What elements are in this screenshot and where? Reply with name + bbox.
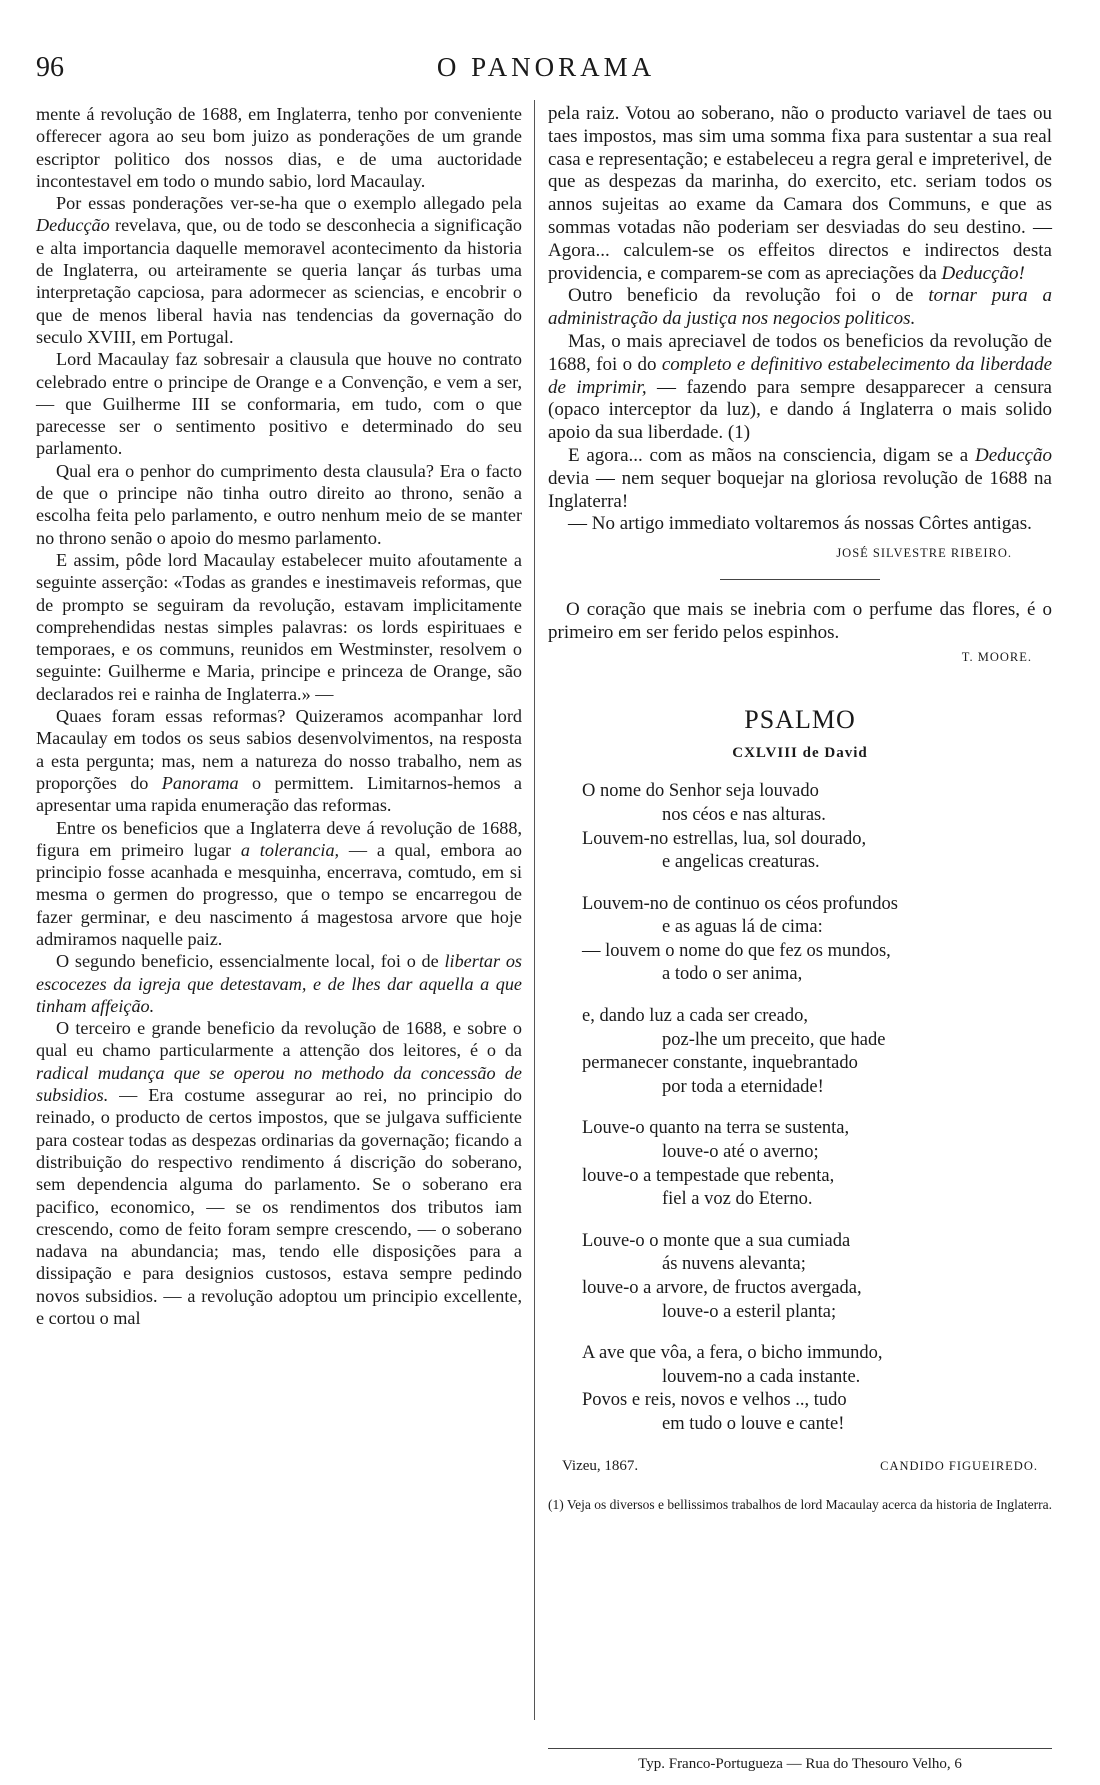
paragraph: Quaes foram essas reformas? Quizeramos acompanhar lord Macaulay em todos os seus sabios desenvolvimentos, na resposta a esta pergunta; mas, nem a natureza do nosso trabalho, nem as proporções do Panorama o permittem. Limitarnos-hemos a apresentar uma rapida enumeração das reformas.: [36, 706, 522, 816]
verse-line: a todo o ser anima,: [662, 964, 803, 985]
verse-line: louve-o a tempestade que rebenta,: [582, 1165, 835, 1186]
page-number: 96: [36, 52, 64, 83]
left-column: [36, 103, 522, 1329]
stanza: [582, 780, 1052, 874]
verse-line: ás nuvens alevanta;: [662, 1254, 806, 1275]
verse-line: Louvem-no de continuo os céos profundos: [582, 893, 898, 914]
verse-line: A ave que vôa, a fera, o bicho immundo,: [582, 1343, 883, 1364]
paragraph: Qual era o penhor do cumprimento desta clausula? Era o facto de que o principe não tinha outro direito ao throno, senão a escolha feita pelo parlamento, e outro nenhum meio de se manter no throno senão o apoio do mesmo parlamento.: [36, 460, 522, 548]
verse-line: Louve-o o monte que a sua cumiada: [582, 1230, 851, 1251]
poem-signature-row: [562, 1455, 1038, 1478]
verse-line: e angelicas creaturas.: [662, 852, 820, 873]
column-divider: [534, 100, 535, 1720]
stanza: [582, 1005, 1052, 1099]
stanza: [582, 1342, 1052, 1436]
verse-line: O nome do Senhor seja louvado: [582, 781, 819, 802]
poem-author: CANDIDO FIGUEIREDO.: [880, 1458, 1038, 1473]
paragraph: O segundo beneficio, essencialmente local, foi o de libertar os escocezes da igreja que detestavam, e de lhes dar aquella a que tinham affeição.: [36, 951, 522, 1016]
verse-line: louve-o a esteril planta;: [662, 1301, 837, 1322]
paragraph: Lord Macaulay faz sobresair a clausula que houve no contrato celebrado entre o principe de Orange e a Convenção, e vem a ser, — que Guilherme III se conformaria, em tudo, com o que parecesse ser o sentimento positivo e determinado do seu parlamento.: [36, 349, 522, 459]
verse-line: Louve-o quanto na terra se sustenta,: [582, 1118, 850, 1139]
stanza: [582, 1230, 1052, 1324]
verse-line: — louvem o nome do que fez os mundos,: [582, 940, 891, 961]
paragraph: O terceiro e grande beneficio da revolução de 1688, e sobre o qual eu chamo particularmente a attenção dos leitores, é o da radical mudança que se operou no methodo da concessão de subsidios. — Era costume assegurar ao rei, no principio do reinado, o producto de certos impostos, que se julgava sufficiente para costear todas as despezas ordinarias da governação; ficando a distribuição do respectivo rendimento á discrição do soberano, sem dependencia alguma do parlamento. Se o soberano era pacifico, economico, — se os rendimentos dos tributos iam crescendo, como de feito foram sempre crescendo, — o soberano nadava na abundancia; mas, tendo elle disposições para a dissipação e para designios custosos, estava sempre pedindo novos subsidios. — a revolução adoptou um principio excellente, e cortou o mal: [36, 1018, 522, 1329]
psalm-title: PSALMO: [744, 704, 856, 734]
poem-place-date: Vizeu, 1867.: [562, 1457, 639, 1474]
verse-line: permanecer constante, inquebrantado: [582, 1053, 858, 1074]
verse-line: em tudo o louve e cante!: [662, 1413, 845, 1434]
paragraph: E assim, pôde lord Macaulay estabelecer muito afoutamente a seguinte asserção: «Todas as grandes e inestimaveis reformas, que de prompto se seguiram da revolução, estavam implicitamente comprehendidas nestas simples palavras: os lords espirituaes e temporaes, e os communs, reunidos em Westminster, resolvem o seguinte: Guilherme e Maria, principe e princeza de Orange, são declarados rei e rainha de Inglaterra.» —: [36, 549, 522, 704]
section-divider: [720, 579, 880, 580]
epigraph-author: T. MOORE.: [961, 649, 1032, 664]
paragraph: Por essas ponderações ver-se-ha que o exemplo allegado pela Deducção revelava, que, ou de todo se desconhecia a significação e alta importancia daquelle memoravel acontecimento da historia de Inglaterra, ou arteiramente se queria lançar ás turbas uma interpretação capciosa, para adormecer as sciencias, e encobrir o que de menos liberal havia nas tendencias da governação do seculo XVIII, em Portugal.: [36, 193, 522, 347]
verse-line: e, dando luz a cada ser creado,: [582, 1006, 808, 1027]
printer-imprint: Typ. Franco-Portugueza — Rua do Thesouro Velho, 6: [638, 1756, 962, 1772]
running-title: O PANORAMA: [436, 52, 656, 82]
psalm-subtitle: CXLVIII de David: [732, 744, 868, 761]
paragraph: E agora... com as mãos na consciencia, digam se a Deducção devia — nem sequer boquejar na gloriosa revolução de 1688 na Inglaterra!: [548, 444, 1052, 512]
epigraph: O coração que mais se inebria com o perfume das flores, é o primeiro em ser ferido pelos espinhos.: [548, 598, 1052, 643]
paragraph: mente á revolução de 1688, em Inglaterra, tenho por conveniente offerecer agora ao seu bom juizo as ponderações de um grande escriptor politico dos nossos dias, e de uma auctoridade incontestavel em todo o mundo sabio, lord Macaulay.: [36, 104, 522, 191]
stanza: [582, 1117, 1052, 1211]
verse-line: louvem-no a cada instante.: [662, 1366, 861, 1387]
paragraph: Mas, o mais apreciavel de todos os beneficios da revolução de 1688, foi o do completo e definitivo estabelecimento da liberdade de imprimir, — fazendo para sempre desapparecer a censura (opaco interceptor da luz), e dando á Inglaterra o mais solido apoio da sua liberdade. (1): [548, 330, 1052, 444]
right-column: [548, 103, 1052, 1513]
article-signature: JOSÉ SILVESTRE RIBEIRO.: [836, 546, 1012, 561]
verse-line: nos céos e nas alturas.: [662, 804, 826, 825]
paragraph: pela raiz. Votou ao soberano, não o producto variavel de taes ou taes impostos, mas sim uma somma fixa para sustentar a sua real casa e representação; e estabeleceu a regra geral e impreterivel, de que as despezas da marinha, do exercito, etc. seriam todos os annos sujeitas ao exame da Camara dos Communs, e que as sommas votadas não poderiam ser desviadas do seu destino. — Agora... calculem-se os effeitos directos e indirectos desta providencia, e comparem-se com as apreciações da Deducção!: [548, 103, 1052, 284]
verse-line: louve-o a arvore, de fructos avergada,: [582, 1278, 862, 1299]
page-header: [36, 52, 1056, 86]
stanza: [582, 893, 1052, 987]
paragraph: — No artigo immediato voltaremos ás nossas Côrtes antigas.: [568, 513, 1032, 535]
verse-line: poz-lhe um preceito, que hade: [662, 1029, 886, 1050]
paragraph: Outro beneficio da revolução foi o de tornar pura a administração da justiça nos negocios politicos.: [548, 285, 1053, 330]
verse-line: louve-o até o averno;: [662, 1142, 819, 1163]
verse-line: por toda a eternidade!: [662, 1076, 824, 1097]
verse-line: fiel a voz do Eterno.: [662, 1189, 813, 1210]
imprint-rule: [548, 1748, 1052, 1749]
psalm-stanzas: [548, 780, 1052, 1436]
footnote: (1) Veja os diversos e bellissimos trabalhos de lord Macaulay acerca da historia de Inglaterra.: [548, 1497, 1052, 1513]
paragraph: Entre os beneficios que a Inglaterra deve á revolução de 1688, figura em primeiro lugar a tolerancia, — a qual, embora ao principio fosse acanhada e mesquinha, encerrava, comtudo, em si mesma o germen do progresso, que o tempo se encarregou de fazer germinar, e deu nascimento á magestosa arvore que hoje admiramos naquelle paiz.: [36, 817, 522, 949]
verse-line: Povos e reis, novos e velhos .., tudo: [582, 1390, 847, 1411]
verse-line: Louvem-no estrellas, lua, sol dourado,: [582, 828, 867, 849]
verse-line: e as aguas lá de cima:: [662, 917, 823, 938]
